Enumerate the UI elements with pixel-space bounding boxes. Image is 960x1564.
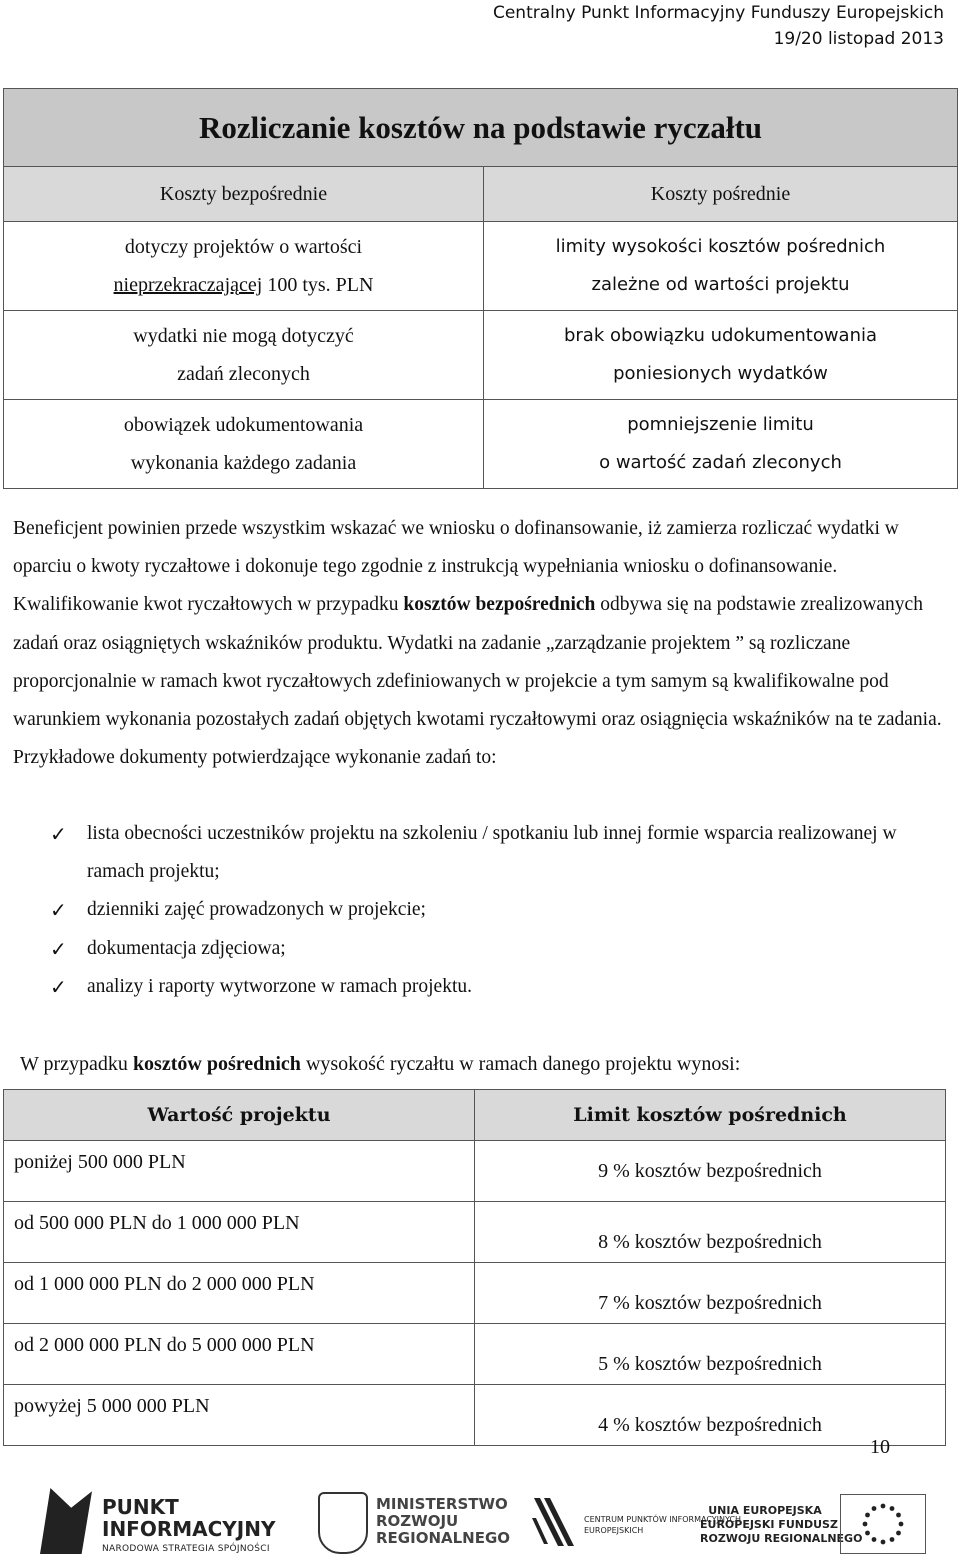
page-number: 10	[870, 1436, 890, 1458]
bold-direct-costs: kosztów bezpośrednich	[403, 594, 596, 616]
direct-costs-cell: wydatki nie mogą dotyczyć zadań zleconych	[4, 311, 484, 400]
footer-logos: PUNKT INFORMACYJNY NARODOWA STRATEGIA SPÓJNOŚCI MINISTERSTWO ROZWOJU REGIONALNEGO CENTRUM PUNKTÓW INFORMACYJNYCH EUROPEJSKICH UNIA EUROPEJSKA EUROPEJSKI FUNDUSZ ROZWOJU REGIONALNEGO	[0, 1480, 960, 1564]
direct-costs-cell: obowiązek udokumentowania wykonania każdego zadania	[4, 400, 484, 489]
project-value-header: Wartość projektu	[4, 1090, 475, 1141]
flat-rate-table	[3, 88, 958, 489]
checkmark-icon: ✓	[50, 822, 67, 846]
indirect-costs-intro: W przypadku kosztów pośrednich wysokość ryczałtu w ramach danego projektu wynosi:	[20, 1053, 741, 1075]
eagle-emblem-icon	[318, 1492, 368, 1554]
eu-flag-icon	[840, 1494, 926, 1554]
table-row: powyżej 5 000 000 PLN 4 % kosztów bezpośrednich	[4, 1385, 946, 1446]
indirect-costs-cell: pomniejszenie limitu o wartość zadań zleconych	[484, 400, 958, 489]
table-row: od 500 000 PLN do 1 000 000 PLN 8 % kosztów bezpośrednich	[4, 1202, 946, 1263]
page-header	[493, 0, 944, 52]
indirect-limit-table	[3, 1089, 946, 1446]
flat-rate-table-title: Rozliczanie kosztów na podstawie ryczałtu	[4, 89, 958, 167]
checkmark-icon: ✓	[50, 974, 67, 999]
header-title: Centralny Punkt Informacyjny Funduszy Europejskich	[492, 3, 944, 23]
table-row: od 2 000 000 PLN do 5 000 000 PLN 5 % kosztów bezpośrednich	[4, 1324, 946, 1385]
indirect-costs-cell: limity wysokości kosztów pośrednich zależne od wartości projektu	[484, 222, 958, 311]
direct-costs-header: Koszty bezpośrednie	[4, 167, 484, 222]
document-checklist	[50, 815, 930, 1006]
stripes-mark-icon	[530, 1494, 576, 1550]
table-row: poniżej 500 000 PLN 9 % kosztów bezpośrednich	[4, 1141, 946, 1202]
checkmark-icon: ✓	[50, 898, 67, 923]
checkmark-icon: ✓	[50, 936, 67, 961]
list-item: ✓ dokumentacja zdjęciowa;	[50, 930, 930, 968]
list-item: ✓ dzienniki zajęć prowadzonych w projekcie;	[50, 891, 930, 929]
body-paragraph: Beneficjent powinien przede wszystkim wskazać we wniosku o dofinansowanie, iż zamierza rozliczać wydatki w oparciu o kwoty ryczałtowe i dokonuje tego zgodnie z instrukcją wypełniania wniosku o dofinansowanie. Kwalifikowanie kwot ryczałtowych w przypadku kosztów bezpośrednich odbywa się na podstawie zrealizowanych zadań oraz osiągniętych wskaźników produktu. Wydatki na zadanie „zarządzanie projektem ” są rozliczane proporcjonalnie w ramach kwot ryczałtowych zdefiniowanych w projekcie a tym samym są kwalifikowalne pod warunkiem wykonania pozostałych zadań objętych kwotami ryczałtowymi oraz osiągnięcia wskaźników na te zadania. Przykładowe dokumenty potwierdzające wykonanie zadań to:	[13, 518, 942, 769]
indirect-costs-header: Koszty pośrednie	[484, 167, 958, 222]
header-date: 19/20 listopad 2013	[773, 29, 944, 49]
limit-header: Limit kosztów pośrednich	[475, 1090, 946, 1141]
list-item: ✓ analizy i raporty wytworzone w ramach projektu.	[50, 968, 930, 1006]
direct-costs-cell: dotyczy projektów o wartości nieprzekraczającej 100 tys. PLN	[4, 222, 484, 311]
table-row: od 1 000 000 PLN do 2 000 000 PLN 7 % kosztów bezpośrednich	[4, 1263, 946, 1324]
punkt-mark-icon	[40, 1488, 92, 1554]
indirect-costs-cell: brak obowiązku udokumentowania poniesionych wydatków	[484, 311, 958, 400]
list-item: ✓ lista obecności uczestników projektu na szkoleniu / spotkaniu lub innej formie wsparcia realizowanej w ramach projektu;	[50, 815, 930, 891]
